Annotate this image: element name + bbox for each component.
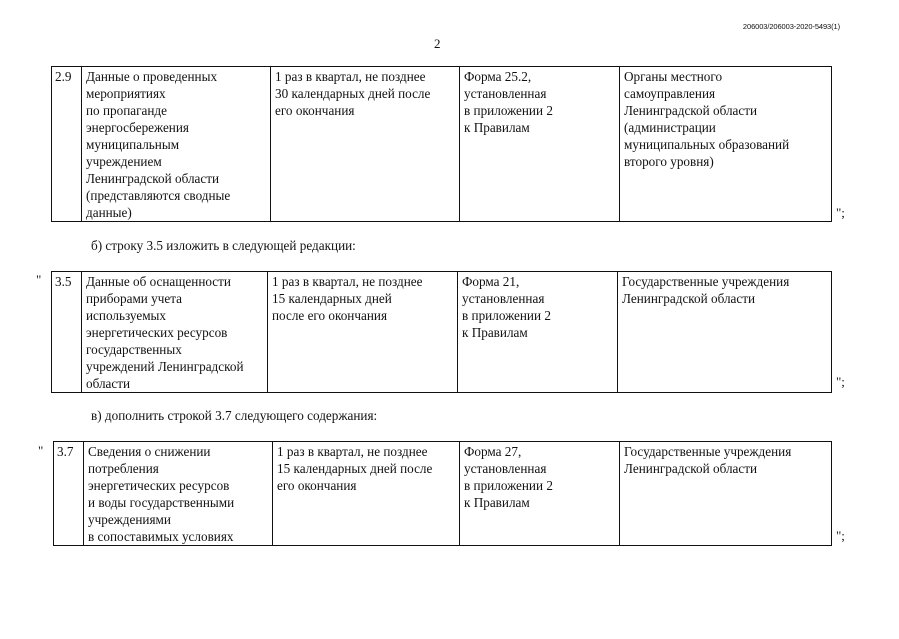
row-form: Форма 27, установленная в приложении 2 к Правилам [460,442,620,546]
paragraph-v: в) дополнить строкой 3.7 следующего содержания: [91,408,378,423]
closing-quote: "; [836,528,845,543]
table-row-2-9 [51,66,832,222]
row-form: Форма 21, установленная в приложении 2 к Правилам [458,272,618,393]
row-name: Данные о проведенных мероприятиях по пропаганде энергосбережения муниципальным учреждением Ленинградской области (представляются сводные данные) [82,67,271,222]
opening-quote: " [36,272,42,287]
opening-quote: " [38,443,44,458]
row-name: Сведения о снижении потребления энергетических ресурсов и воды государственными учреждениями в сопоставимых условиях [84,442,273,546]
table-row-3-5 [51,271,832,393]
document-id: 206003/206003-2020-5493(1) [742,22,840,31]
table-row-3-7 [53,441,832,546]
closing-quote: "; [836,205,845,220]
row-name: Данные об оснащенности приборами учета используемых энергетических ресурсов государственных учреждений Ленинградской области [82,272,268,393]
closing-quote: "; [836,374,845,389]
row-period: 1 раз в квартал, не позднее 15 календарных дней после его окончания [273,442,460,546]
row-recipient: Органы местного самоуправления Ленинградской области (администрации муниципальных образований второго уровня) [620,67,832,222]
row-number: 2.9 [52,67,82,222]
page-number: 2 [434,36,441,51]
row-period: 1 раз в квартал, не позднее 15 календарных дней после его окончания [268,272,458,393]
row-recipient: Государственные учреждения Ленинградской области [618,272,832,393]
row-recipient: Государственные учреждения Ленинградской области [620,442,832,546]
paragraph-b: б) строку 3.5 изложить в следующей редакции: [91,238,356,253]
row-number: 3.7 [54,442,84,546]
row-number: 3.5 [52,272,82,393]
row-period: 1 раз в квартал, не позднее 30 календарных дней после его окончания [271,67,460,222]
row-form: Форма 25.2, установленная в приложении 2 к Правилам [460,67,620,222]
